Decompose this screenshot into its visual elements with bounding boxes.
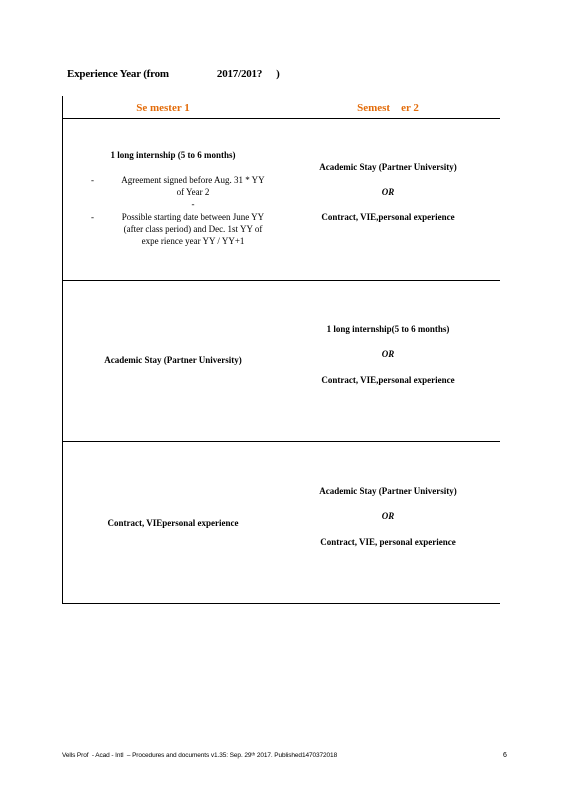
row1-s2-line2: Contract, VIE,personal experience xyxy=(321,212,455,222)
row2-s2-line2: Contract, VIE,personal experience xyxy=(321,375,455,385)
title-year: 2017/201? xyxy=(216,68,263,80)
row1-s1-bullet2-line1: Possible starting date between June YY xyxy=(121,212,265,222)
row1-s1-bullet2-mark: - xyxy=(91,212,94,222)
row2-s1-line1: Academic Stay (Partner University) xyxy=(104,355,242,365)
row1-s1-bullet1-line2: of Year 2 xyxy=(176,187,210,197)
row3-s2-or: OR xyxy=(381,511,395,521)
header-semester-1: Se mester 1 xyxy=(136,102,190,114)
experience-table xyxy=(62,96,500,604)
page-number: 6 xyxy=(503,752,507,759)
row3-s1-line1: Contract, VIEpersonal experience xyxy=(107,518,239,528)
row1-s1-bullet2-line2: (after class period) and Dec. 1st YY of xyxy=(123,224,263,234)
row3-s2-line2: Contract, VIE, personal experience xyxy=(320,537,456,547)
row1-s1-dash: - xyxy=(191,199,195,209)
header-divider xyxy=(63,118,500,119)
row3-s2-line1: Academic Stay (Partner University) xyxy=(319,486,457,496)
row1-s1-bullet1-mark: - xyxy=(91,175,94,185)
row1-s1-bullet2-line3: expe rience year YY / YY+1 xyxy=(141,236,245,246)
row2-s2-line1: 1 long internship(5 to 6 months) xyxy=(326,324,450,334)
row1-divider xyxy=(63,280,500,281)
row2-divider xyxy=(63,441,500,442)
title-prefix: Experience Year (from xyxy=(67,68,169,80)
page-title xyxy=(67,68,280,80)
header-semester-2: Semest er 2 xyxy=(357,102,419,114)
table-bottom-border xyxy=(63,603,500,604)
row1-s1-bullet1-line1: Agreement signed before Aug. 31 * YY xyxy=(121,175,265,185)
title-close: ) xyxy=(276,68,280,80)
row1-s2-or: OR xyxy=(381,187,395,197)
row2-s2-or: OR xyxy=(381,349,395,359)
page-footer: Vells Prof - Acad - Intl – Procedures and documents v1.35: Sep. 29ᵗʰ 2017. Published1470372018 xyxy=(62,752,338,759)
row1-s2-line1: Academic Stay (Partner University) xyxy=(319,162,457,172)
row1-s1-title: 1 long internship (5 to 6 months) xyxy=(110,150,236,160)
